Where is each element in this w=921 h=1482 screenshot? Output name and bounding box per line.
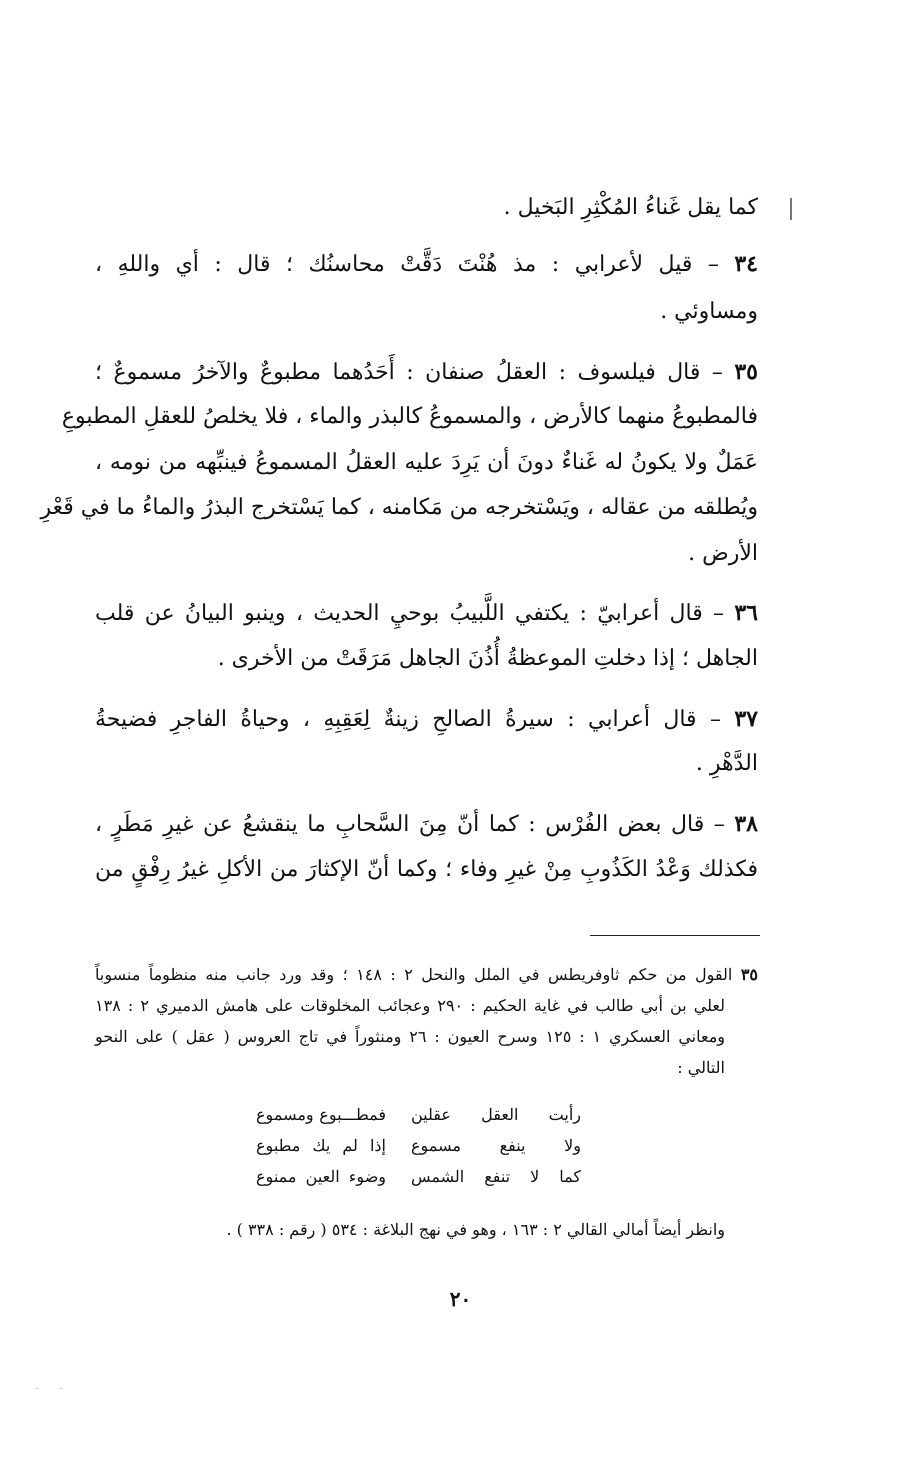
scan-speck: [36, 1388, 38, 1389]
footnote-line-1: ٣٥ القول من حكم ثاوفريطس في الملل والنحل ٢ : ١٤٨ ؛ وقد ورد جانب منه منظوماً منسوباً: [95, 965, 758, 984]
margin-mark: [790, 198, 792, 220]
saying-35-line-1: ٣٥ – قال فيلسوف : العقلُ صنفان : أَحَدُهما مطبوعٌ والآخرُ مسموعٌ ؛: [95, 359, 758, 385]
saying-38-line-2: فكذلك وَعْدُ الكَذُوبِ مِنْ غيرِ وفاء ؛ وكما أنّ الإكثارَ من الأكلِ غيرُ رِفْقٍ من: [95, 857, 758, 882]
page-number: ٢٠: [449, 1287, 472, 1311]
saying-37-line-2: الدَّهْرِ .: [695, 751, 758, 776]
footnote-closing-line: وانظر أيضاً أمالي القالي ٢ : ١٦٣ ، وهو في نهج البلاغة : ٥٣٤ ( رقم : ٣٣٨ ) .: [226, 1220, 725, 1239]
saying-number: ٣٨: [734, 811, 758, 837]
saying-34-line-2: ومساوئي .: [660, 299, 758, 324]
saying-35-line-5: الأرض .: [688, 541, 758, 566]
saying-35-line-3: عَمَلٌ ولا يكونُ له غَناءٌ دونَ أن يَرِدَ عليه العقلُ المسموعُ فينبِّهه من نومه ،: [95, 450, 758, 475]
verse-hemistich-second: فمطـــبوع ومسموع: [256, 1105, 386, 1124]
footnote-line-3: ومعاني العسكري ١ : ١٢٥ وسرح العيون : ٢٦ ومنثوراً في تاج العروس ( عقل ) على النحو: [95, 1027, 726, 1046]
verse-hemistich-second: إذا لم يك مطبوع: [256, 1136, 386, 1155]
footnote-number: ٣٥: [740, 965, 758, 984]
saying-35-line-4: ويُطلقه من عقاله ، ويَسْتخرجه من مَكامنه ، كما يَسْتخرج البذرُ والماءُ ما في قَعْرِ: [40, 495, 758, 520]
verse-hemistich-first: كما لا تنفع الشمس: [411, 1167, 581, 1186]
footnote-line-2: لعلي بن أبي طالب في غاية الحكيم : ٢٩٠ وعجائب المخلوقات على هامش الدميري ٢ : ١٣٨: [95, 996, 725, 1015]
verse-hemistich-first: رأيت العقل عقلين: [411, 1105, 581, 1124]
verse-hemistich-second: وضوء العين ممنوع: [256, 1167, 386, 1186]
saying-36-line-2: الجاهل ؛ إذا دخلتِ الموعظةُ أُذُنَ الجاهل مَرَقَتْ من الأخرى .: [217, 646, 758, 671]
saying-37-line-1: ٣٧ – قال أعرابي : سيرةُ الصالحِ زينةٌ لِعَقِبِهِ ، وحياةُ الفاجرِ فضيحةُ: [95, 706, 758, 732]
saying-number: ٣٥: [734, 359, 758, 385]
saying-number: ٣٧: [734, 706, 758, 732]
saying-number: ٣٦: [734, 600, 758, 626]
continuation-line: كما يقل غَناءُ المُكْثِرِ البَخيل .: [503, 195, 758, 220]
saying-38-line-1: ٣٨ – قال بعض الفُرْس : كما أنّ مِنَ السَّحابِ ما ينقشعُ عن غيرِ مَطَرٍ ،: [95, 811, 758, 837]
footnote-line-4: التالي :: [677, 1058, 725, 1077]
saying-35-line-2: فالمطبوعُ منهما كالأرض ، والمسموعُ كالبذر والماء ، فلا يخلصُ للعقلِ المطبوعِ: [61, 404, 758, 429]
verse-hemistich-first: ولا ينفع مسموع: [411, 1136, 581, 1155]
saying-36-line-1: ٣٦ – قال أعرابيّ : يكتفي اللَّبيبُ بوحيِ الحديث ، وينبو البيانُ عن قلب: [95, 600, 758, 626]
saying-34-line-1: ٣٤ – قيل لأعرابي : مذ هُنْتَ دَقَّتْ محاسنُك ؛ قال : أي واللهِ ،: [95, 251, 758, 277]
footnote-separator: [590, 935, 760, 936]
saying-number: ٣٤: [734, 251, 758, 277]
scan-speck: [60, 1388, 62, 1389]
